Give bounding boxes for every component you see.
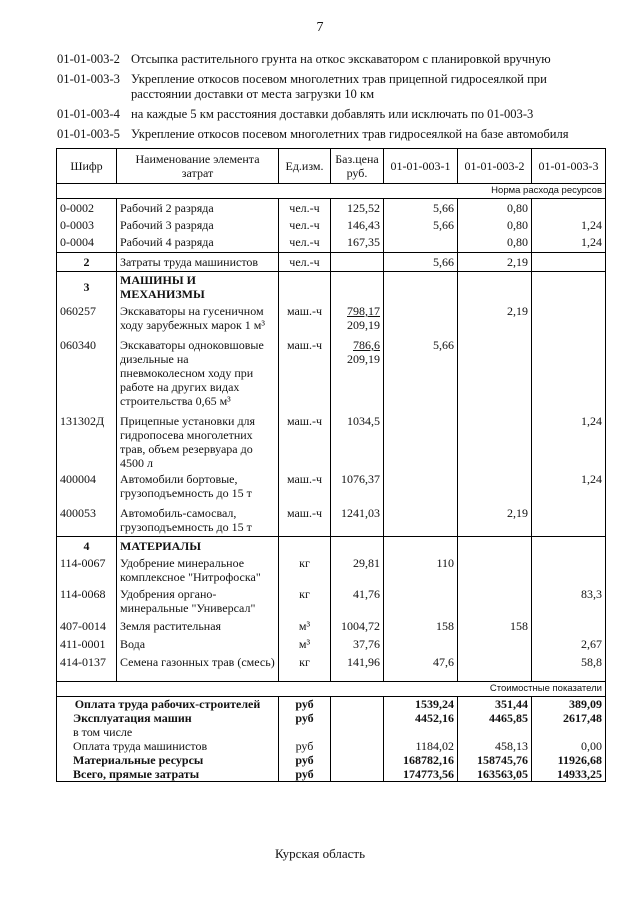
section-title: МАШИНЫ И МЕХАНИЗМЫ (117, 272, 279, 302)
cell-c3 (532, 332, 606, 408)
summary-c1 (384, 725, 458, 739)
cell-price (331, 301, 384, 332)
cell-price: 1034,5 (331, 408, 384, 470)
section-row-machines (57, 272, 606, 302)
cell-unit: чел.-ч (279, 232, 331, 253)
cell-unit: м³ (279, 633, 331, 651)
cell-c2: 2,19 (458, 500, 532, 537)
cell-c1 (384, 470, 458, 500)
cell-c2: 158 (458, 615, 532, 633)
summary-row (57, 753, 606, 767)
summary-unit: руб (279, 711, 331, 725)
price-top: 786,6 (353, 338, 380, 352)
cell-c3 (532, 253, 606, 272)
table-row (57, 615, 606, 633)
cell-unit: чел.-ч (279, 199, 331, 216)
cell-c1 (384, 633, 458, 651)
cell-name: Автомобили бортовые, грузоподъемность до 15 т (117, 470, 279, 500)
summary-c2 (458, 725, 532, 739)
cell-c2 (458, 332, 532, 408)
cell-c2 (458, 633, 532, 651)
summary-c3: 14933,25 (532, 767, 606, 782)
cell-c2: 0,80 (458, 232, 532, 253)
summary-c2: 4465,85 (458, 711, 532, 725)
cell-c1: 5,66 (384, 199, 458, 216)
cell-c1 (384, 584, 458, 615)
work-text: Укрепление откосов посевом многолетних трав прицепной гидросеялкой при расстоянии доставки от места загрузки 10 км (131, 72, 547, 101)
cell-code: 400004 (57, 470, 117, 500)
header-c3: 01-01-003-3 (532, 149, 606, 184)
work-item (57, 52, 597, 67)
cell-code: 060340 (57, 332, 117, 408)
table-row (57, 470, 606, 500)
cell-code: 0-0003 (57, 215, 117, 232)
cell-c3: 83,3 (532, 584, 606, 615)
cell-c2: 2,19 (458, 253, 532, 272)
summary-name: Оплата труда машинистов (57, 739, 279, 753)
summary-c3: 0,00 (532, 739, 606, 753)
work-code: 01-01-003-2 (57, 52, 120, 66)
summary-row (57, 767, 606, 782)
header-name: Наименование элемента затрат (117, 149, 279, 184)
summary-unit: руб (279, 697, 331, 712)
summary-row (57, 697, 606, 712)
cell-price: 1241,03 (331, 500, 384, 537)
summary-unit: руб (279, 739, 331, 753)
summary-name: Оплата труда рабочих-строителей (57, 697, 279, 712)
summary-name: в том числе (57, 725, 279, 739)
cell-code: 131302Д (57, 408, 117, 470)
cell-c1 (384, 232, 458, 253)
cell-c1: 5,66 (384, 215, 458, 232)
cell-c3: 1,24 (532, 470, 606, 500)
cell-price: 1076,37 (331, 470, 384, 500)
table-row (57, 215, 606, 232)
cell-code: 407-0014 (57, 615, 117, 633)
region-footer: Курская область (274, 846, 365, 861)
summary-c2: 163563,05 (458, 767, 532, 782)
price-bottom: 209,19 (347, 318, 380, 332)
cell-price: 146,43 (331, 215, 384, 232)
header-code: Шифр (57, 149, 117, 184)
resource-table (56, 148, 606, 782)
cell-code: 0-0004 (57, 232, 117, 253)
cell-c3 (532, 199, 606, 216)
table-row (57, 332, 606, 408)
cell-c3: 58,8 (532, 651, 606, 682)
cell-name: Экскаваторы одноковшовые дизельные на пневмоколесном ходу при работе на других видах строительства 0,65 м³ (117, 332, 279, 408)
cell-code: 114-0068 (57, 584, 117, 615)
cell-code: 114-0067 (57, 553, 117, 584)
cell-code: 2 (57, 253, 117, 272)
cell-c3: 1,24 (532, 408, 606, 470)
work-text: Отсыпка растительного грунта на откос экскаватором с планировкой вручную (131, 52, 551, 66)
summary-row (57, 739, 606, 753)
cell-price (331, 253, 384, 272)
page-number: 7 (316, 20, 324, 35)
table-row (57, 651, 606, 682)
cell-c2 (458, 584, 532, 615)
table-row (57, 232, 606, 253)
cell-price: 41,76 (331, 584, 384, 615)
cell-code: 411-0001 (57, 633, 117, 651)
cell-name: Рабочий 3 разряда (117, 215, 279, 232)
cell-unit: кг (279, 553, 331, 584)
work-code: 01-01-003-4 (57, 107, 120, 121)
cell-c3: 1,24 (532, 232, 606, 253)
cell-unit: кг (279, 584, 331, 615)
summary-c1: 1184,02 (384, 739, 458, 753)
cell-c1: 110 (384, 553, 458, 584)
cell-price: 167,35 (331, 232, 384, 253)
cell-c3: 1,24 (532, 215, 606, 232)
section-row-materials (57, 537, 606, 554)
cell-name: Рабочий 4 разряда (117, 232, 279, 253)
norm-caption: Норма расхода ресурсов (57, 184, 606, 199)
cell-code: 060257 (57, 301, 117, 332)
summary-name: Материальные ресурсы (57, 753, 279, 767)
cell-c3 (532, 553, 606, 584)
cell-code: 414-0137 (57, 651, 117, 682)
cell-unit: чел.-ч (279, 215, 331, 232)
cell-c2: 0,80 (458, 199, 532, 216)
summary-name: Эксплуатация машин (57, 711, 279, 725)
cell-name: Рабочий 2 разряда (117, 199, 279, 216)
table-row (57, 633, 606, 651)
cell-c1: 5,66 (384, 253, 458, 272)
price-top: 798,17 (347, 304, 380, 318)
table-row (57, 253, 606, 272)
work-item (57, 107, 597, 122)
cell-c2 (458, 470, 532, 500)
section-code: 3 (57, 272, 117, 302)
cell-c1: 47,6 (384, 651, 458, 682)
cell-unit: кг (279, 651, 331, 682)
table-header-row (57, 149, 606, 184)
work-text: Укрепление откосов посевом многолетних трав гидросеялкой на базе автомобиля (131, 127, 569, 141)
cell-c1 (384, 301, 458, 332)
cell-unit: маш.-ч (279, 332, 331, 408)
table-row (57, 301, 606, 332)
cell-c1: 158 (384, 615, 458, 633)
section-title: МАТЕРИАЛЫ (117, 537, 279, 554)
summary-c1: 168782,16 (384, 753, 458, 767)
cell-c2: 2,19 (458, 301, 532, 332)
norm-caption-row (57, 184, 606, 199)
cell-price: 141,96 (331, 651, 384, 682)
work-code: 01-01-003-3 (57, 72, 120, 86)
cell-name: Вода (117, 633, 279, 651)
summary-c1: 4452,16 (384, 711, 458, 725)
summary-unit (279, 725, 331, 739)
cell-c2 (458, 408, 532, 470)
header-unit: Ед.изм. (279, 149, 331, 184)
cell-unit: маш.-ч (279, 500, 331, 537)
cell-c3 (532, 500, 606, 537)
cell-c1 (384, 500, 458, 537)
header-price: Баз.цена руб. (331, 149, 384, 184)
cell-c2: 0,80 (458, 215, 532, 232)
cell-price (331, 332, 384, 408)
section-code: 4 (57, 537, 117, 554)
table-row (57, 199, 606, 216)
table-row (57, 500, 606, 537)
summary-unit: руб (279, 753, 331, 767)
cell-name: Прицепные установки для гидропосева многолетних трав, объем резервуара до 4500 л (117, 408, 279, 470)
work-item (57, 127, 597, 142)
summary-name: Всего, прямые затраты (57, 767, 279, 782)
work-descriptions (57, 52, 597, 147)
cell-name: Автомобиль-самосвал, грузоподъемность до 15 т (117, 500, 279, 537)
summary-c2: 351,44 (458, 697, 532, 712)
cost-caption-row (57, 682, 606, 697)
cost-caption: Стоимостные показатели (57, 682, 606, 697)
cell-c3 (532, 301, 606, 332)
cell-name: Удобрения органо-минеральные "Универсал" (117, 584, 279, 615)
summary-c3: 11926,68 (532, 753, 606, 767)
cell-name: Земля растительная (117, 615, 279, 633)
table-row (57, 584, 606, 615)
cell-unit: маш.-ч (279, 470, 331, 500)
cell-c1 (384, 408, 458, 470)
summary-c3: 2617,48 (532, 711, 606, 725)
summary-c1: 174773,56 (384, 767, 458, 782)
summary-c3: 389,09 (532, 697, 606, 712)
summary-unit: руб (279, 767, 331, 782)
cell-name: Семена газонных трав (смесь) (117, 651, 279, 682)
cell-code: 400053 (57, 500, 117, 537)
summary-c2: 458,13 (458, 739, 532, 753)
cell-unit: чел.-ч (279, 253, 331, 272)
cell-c2 (458, 651, 532, 682)
cell-unit: м³ (279, 615, 331, 633)
cell-unit: маш.-ч (279, 408, 331, 470)
cell-c3: 2,67 (532, 633, 606, 651)
cell-name: Удобрение минеральное комплексное "Нитрофоска" (117, 553, 279, 584)
header-c1: 01-01-003-1 (384, 149, 458, 184)
cell-name: Затраты труда машинистов (117, 253, 279, 272)
cell-price: 37,76 (331, 633, 384, 651)
summary-c3 (532, 725, 606, 739)
work-text: на каждые 5 км расстояния доставки добавлять или исключать по 01-003-3 (131, 107, 534, 121)
cell-code: 0-0002 (57, 199, 117, 216)
cell-price: 29,81 (331, 553, 384, 584)
cell-name: Экскаваторы на гусеничном ходу зарубежных марок 1 м³ (117, 301, 279, 332)
cell-c2 (458, 553, 532, 584)
cell-unit: маш.-ч (279, 301, 331, 332)
table-row (57, 553, 606, 584)
summary-row (57, 711, 606, 725)
cell-price: 1004,72 (331, 615, 384, 633)
summary-row (57, 725, 606, 739)
header-c2: 01-01-003-2 (458, 149, 532, 184)
price-bottom: 209,19 (347, 352, 380, 366)
work-code: 01-01-003-5 (57, 127, 120, 141)
table-row (57, 408, 606, 470)
summary-c2: 158745,76 (458, 753, 532, 767)
cell-c3 (532, 615, 606, 633)
work-item (57, 72, 597, 102)
summary-c1: 1539,24 (384, 697, 458, 712)
cell-price: 125,52 (331, 199, 384, 216)
cell-c1: 5,66 (384, 332, 458, 408)
